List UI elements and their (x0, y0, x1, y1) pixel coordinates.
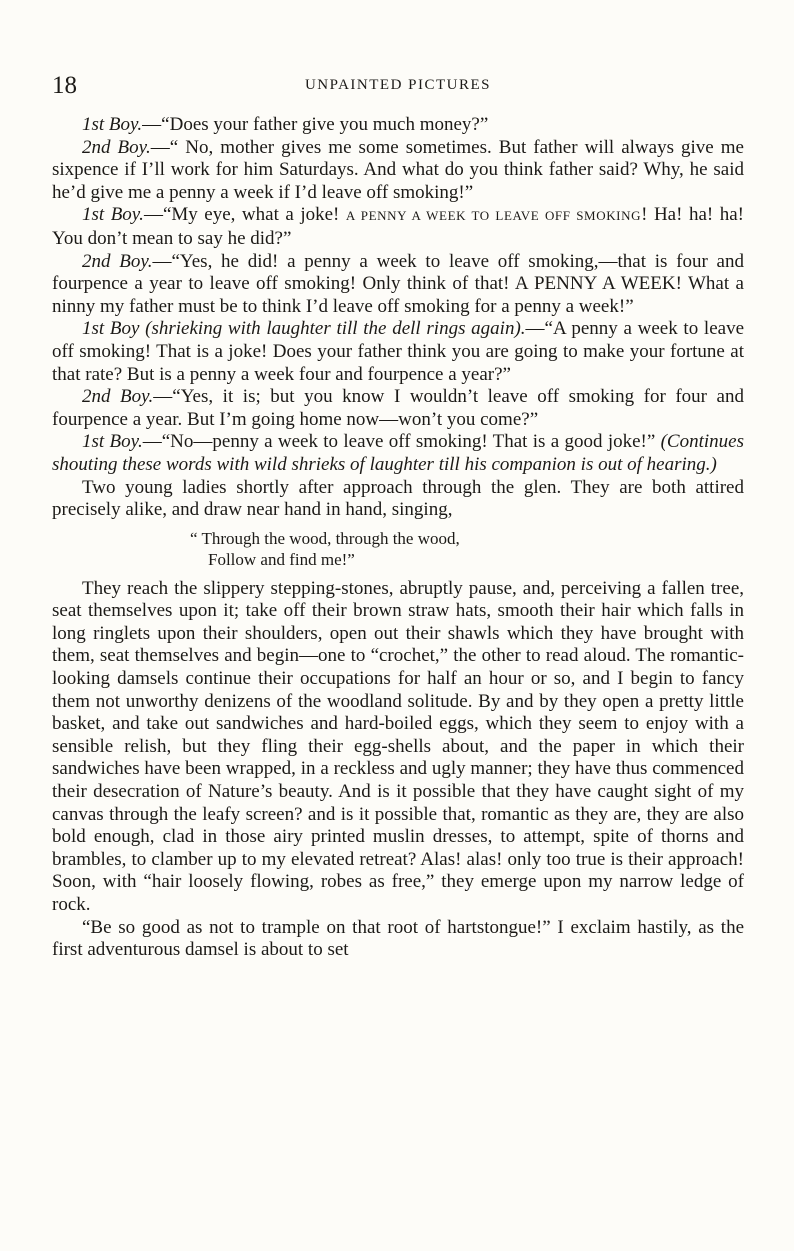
stage-direction: (Continues shouting these words with wild shrieks of laughter till his companion is out of hearing.) (52, 431, 744, 475)
small-caps-text: A PENNY A WEEK TO LEAVE OFF SMOKING (345, 208, 642, 224)
dialogue-paragraph (52, 204, 744, 250)
dialogue-paragraph (52, 251, 744, 319)
dialogue-text: —“Yes, he did! a penny a week to leave off smoking,—that is four and fourpence a year to leave off smoking! Only think of that! A PENNY A WEEK! What a ninny my father must be to think I’d leave off smoking for a penny a week!” (52, 250, 744, 317)
running-head: UNPAINTED PICTURES (304, 77, 492, 93)
speaker-label: 1st Boy. (82, 114, 143, 135)
stage-direction: (shrieking with laughter till the dell rings again). (145, 318, 526, 340)
dialogue-paragraph (52, 431, 744, 476)
speaker-label: 1st Boy (82, 318, 140, 340)
dialogue-text: —“No—penny a week to leave off smoking! That is a good joke!” (142, 431, 661, 453)
dialogue-text: —“A penny a week to leave off smoking! That is a joke! Does your father think you are going to make your fortune at that rate? But is a penny a week four and fourpence a year?” (52, 318, 745, 385)
verse-line: “ Through the wood, through the wood, (190, 528, 460, 548)
dialogue-text: —“ No, mother gives me some sometimes. But father will always give me sixpence if I’ll work for him Saturdays. And what do you think father said? Why, he said he’d give me a penny a week if I’d leave off smoking!” (52, 136, 744, 203)
dialogue-paragraph (52, 114, 744, 137)
page-header (52, 72, 744, 102)
dialogue-paragraph (52, 386, 744, 431)
speaker-label: 2nd Boy. (82, 250, 153, 272)
speaker-label: 2nd Boy. (82, 386, 154, 408)
narrative-paragraph: Two young ladies shortly after approach through the glen. They are both attired precisely alike, and draw near hand in hand, singing, (52, 476, 744, 521)
dialogue-text: —“Does your father give you much money?” (142, 114, 489, 135)
speaker-label: 1st Boy. (82, 431, 143, 453)
song-verse (52, 528, 744, 570)
dialogue-text: —“My eye, what a joke! (143, 204, 346, 226)
page-number: 18 (52, 72, 77, 99)
body-text (52, 114, 744, 962)
dialogue-text: —“Yes, it is; but you know I wouldn’t leave off smoking for four and fourpence a year. But I’m going home now—won’t you come?” (52, 386, 744, 430)
dialogue-paragraph (52, 318, 744, 386)
dialogue-text: ! Ha! ha! ha! You don’t mean to say he did?” (52, 204, 744, 249)
verse-line: Follow and find me!” (208, 549, 355, 569)
speaker-label: 1st Boy. (82, 204, 144, 226)
speaker-label: 2nd Boy. (82, 136, 151, 158)
narrative-paragraph: “Be so good as not to trample on that root of hartstongue!” I exclaim hastily, as the first adventurous damsel is about to set (52, 916, 744, 961)
narrative-paragraph: They reach the slippery stepping-stones, abruptly pause, and, perceiving a fallen tree, seat themselves upon it; take off their brown straw hats, smooth their hair which falls in long ringlets upon their shoulders, open out their shawls which they have brought with them, seat themselves and begin—one to “crochet,” the other to read aloud. The romantic-looking damsels continue their occupations for half an hour or so, and I begin to fancy them not unworthy denizens of the woodland solitude. By and by they open a pretty little basket, and take out sandwiches and hard-boiled eggs, which they seem to enjoy with a sensible relish, but they fling their egg-shells about, and the paper in which their sandwiches have been wrapped, in a reckless and ugly manner; they have thus commenced their desecration of Nature’s beauty. And is it possible that they have caught sight of my canvas through the leafy screen? and is it possible that, romantic as they are, they are also bold enough, clad in those airy printed muslin dresses, to attempt, spite of thorns and brambles, to clamber up to my elevated retreat? Alas! alas! only too true is their approach! Soon, with “hair loosely flowing, robes as free,” they emerge upon my narrow ledge of rock. (52, 577, 744, 915)
dialogue-paragraph (52, 137, 744, 205)
